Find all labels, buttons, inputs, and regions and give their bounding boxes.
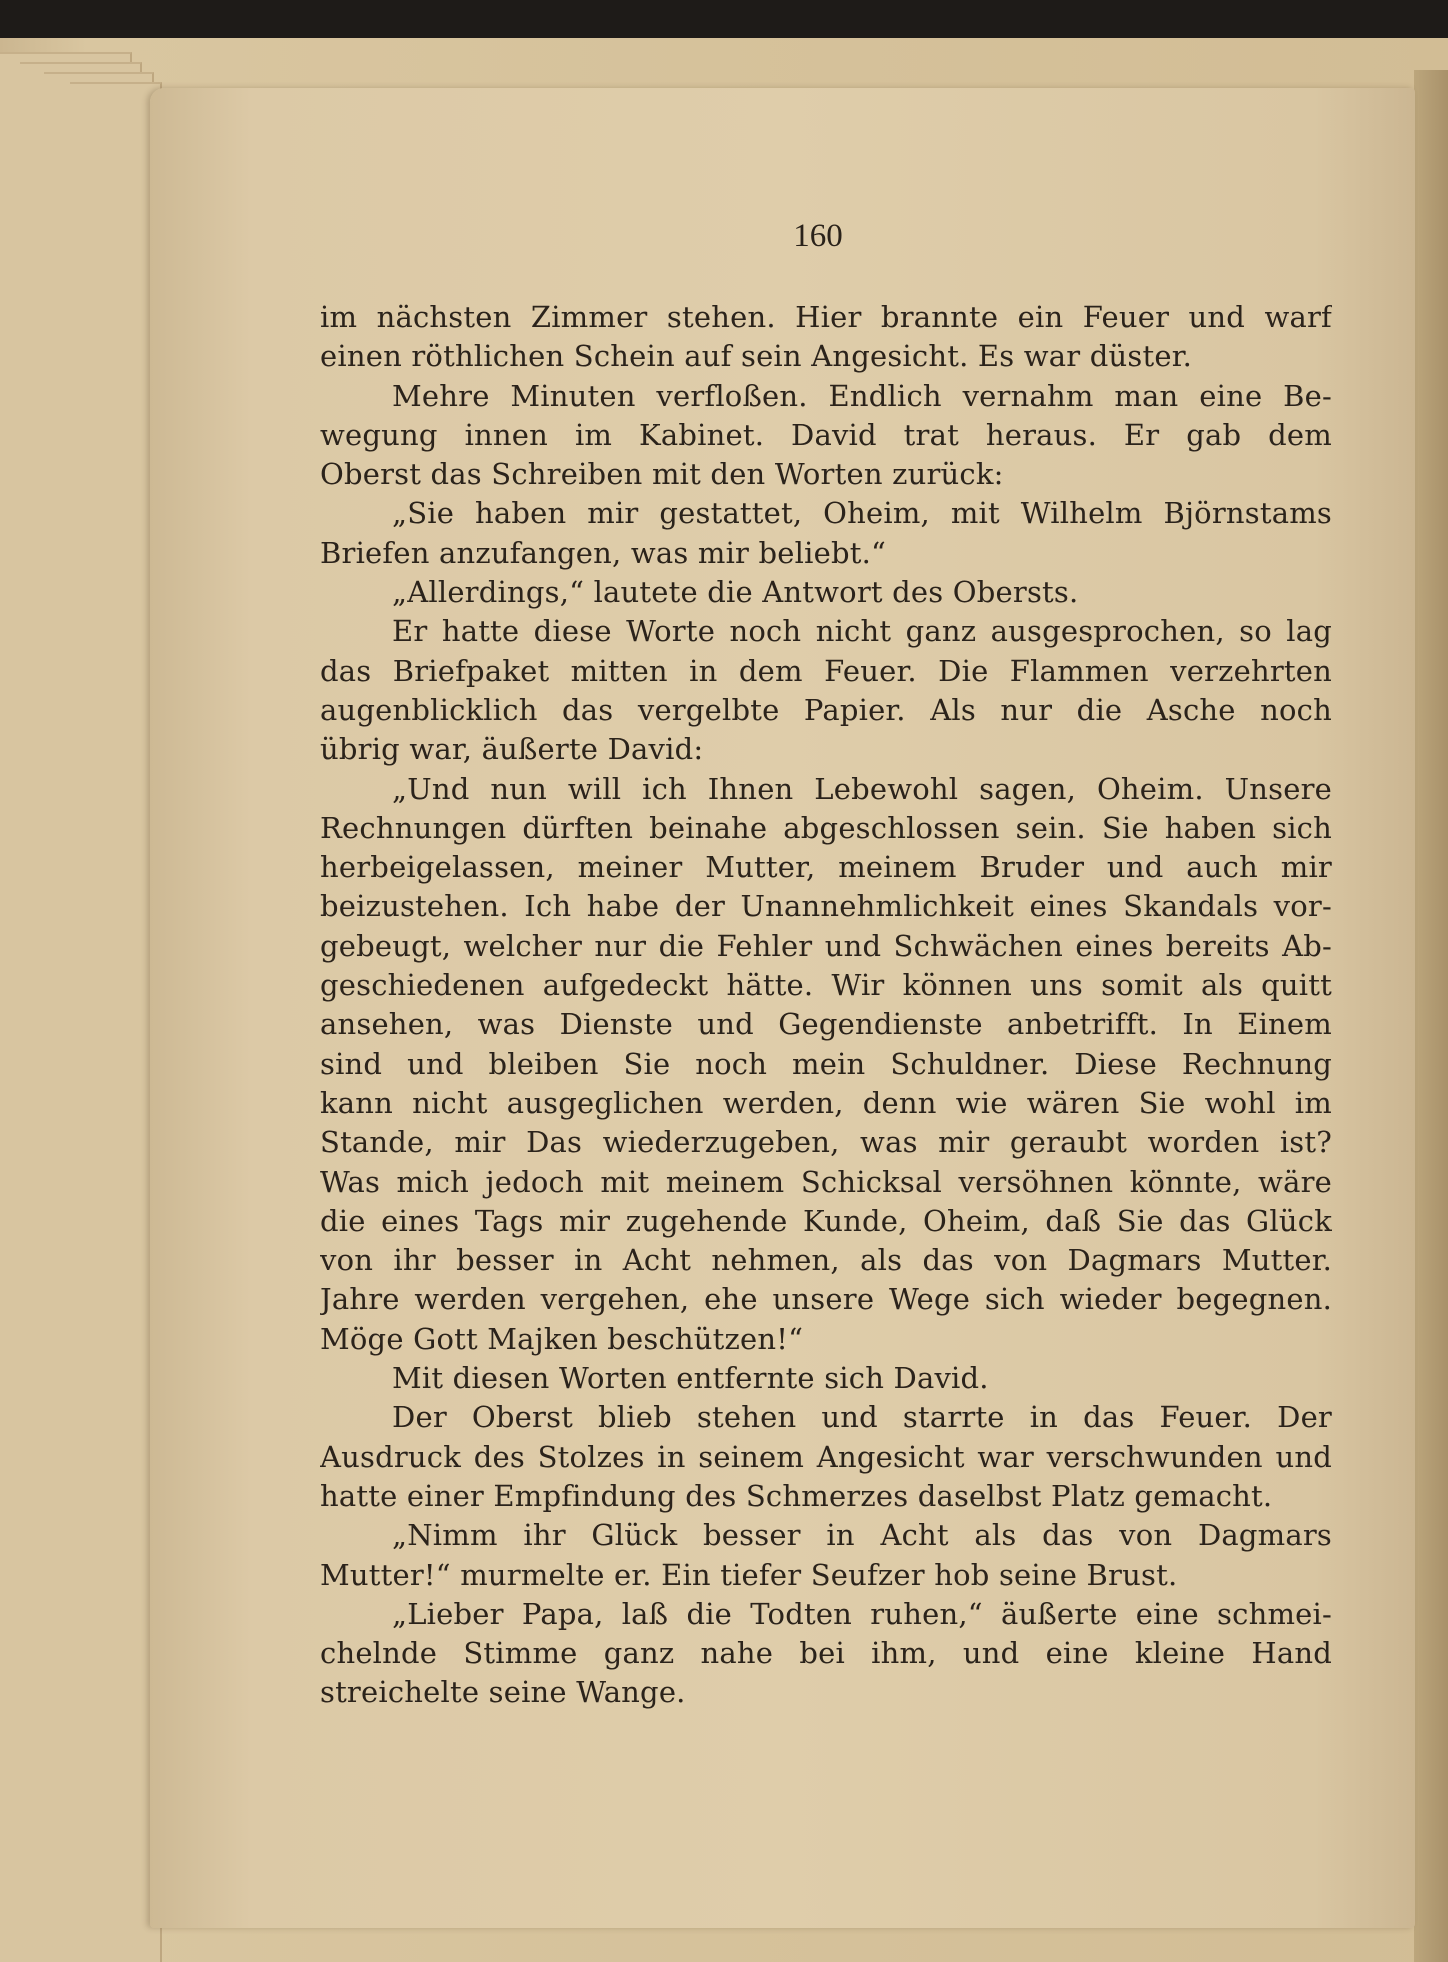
page-stack-edge bbox=[70, 82, 162, 1962]
page-body-text bbox=[320, 298, 1332, 1713]
text-line: Was mich jedoch mit meinem Schicksal versöhnen könnte, wäre bbox=[320, 1164, 1332, 1199]
text-line: chelnde Stimme ganz nahe bei ihm, und eine kleine Hand bbox=[320, 1636, 1332, 1671]
text-line: Jahre werden vergehen, ehe unsere Wege sich wieder begegnen. bbox=[320, 1282, 1332, 1317]
text-line: streichelte seine Wange. bbox=[320, 1675, 686, 1710]
text-line: im nächsten Zimmer stehen. Hier brannte ein Feuer und warf bbox=[320, 300, 1332, 334]
text-line: sind und bleiben Sie noch mein Schuldner. Diese Rechnung bbox=[320, 1046, 1332, 1081]
text-line: Oberst das Schreiben mit den Worten zurück: bbox=[320, 457, 1004, 492]
text-line: Der Oberst blieb stehen und starrte in das Feuer. Der bbox=[392, 1400, 1332, 1435]
text-line: „Nimm ihr Glück besser in Acht als das von Dagmars bbox=[392, 1518, 1332, 1553]
text-line: das Briefpaket mitten in dem Feuer. Die Flammen verzehrten bbox=[320, 653, 1332, 688]
text-line: beizustehen. Ich habe der Unannehmlichkeit eines Skandals vor- bbox=[320, 889, 1332, 924]
text-line: „Und nun will ich Ihnen Lebewohl sagen, Oheim. Unsere bbox=[392, 771, 1332, 806]
text-line: Möge Gott Majken beschützen!“ bbox=[320, 1321, 804, 1356]
text-line: Mehre Minuten verfloßen. Endlich vernahm man eine Be- bbox=[392, 378, 1332, 413]
text-line: geschiedenen aufgedeckt hätte. Wir können uns somit als quitt bbox=[320, 968, 1332, 1003]
text-line: die eines Tags mir zugehende Kunde, Oheim, daß Sie das Glück bbox=[320, 1203, 1332, 1238]
text-line: wegung innen im Kabinet. David trat heraus. Er gab dem bbox=[320, 417, 1332, 452]
text-line: „Allerdings,“ lautete die Antwort des Obersts. bbox=[392, 575, 1079, 610]
book-right-edge bbox=[1414, 70, 1448, 1962]
text-line: Mutter!“ murmelte er. Ein tiefer Seufzer hob seine Brust. bbox=[320, 1557, 1178, 1592]
text-line: „Sie haben mir gestattet, Oheim, mit Wilhelm Björnstams bbox=[392, 496, 1332, 531]
text-line: von ihr besser in Acht nehmen, als das von Dagmars Mutter. bbox=[320, 1243, 1332, 1278]
text-line: kann nicht ausgeglichen werden, denn wie wären Sie wohl im bbox=[320, 1085, 1332, 1120]
text-line: Stande, mir Das wiederzugeben, was mir geraubt worden ist? bbox=[320, 1125, 1332, 1160]
text-line: „Lieber Papa, laß die Todten ruhen,“ äußerte eine schmei- bbox=[392, 1596, 1332, 1631]
text-line: gebeugt, welcher nur die Fehler und Schwächen eines bereits Ab- bbox=[320, 928, 1332, 963]
text-line: herbeigelassen, meiner Mutter, meinem Bruder und auch mir bbox=[320, 850, 1332, 885]
text-line: übrig war, äußerte David: bbox=[320, 732, 704, 767]
text-line: ansehen, was Dienste und Gegendienste anbetrifft. In Einem bbox=[320, 1007, 1332, 1042]
text-line: hatte einer Empfindung des Schmerzes daselbst Platz gemacht. bbox=[320, 1478, 1273, 1513]
text-line: Mit diesen Worten entfernte sich David. bbox=[392, 1361, 989, 1396]
text-line: einen röthlichen Schein auf sein Angesicht. Es war düster. bbox=[320, 339, 1193, 374]
text-line: augenblicklich das vergelbte Papier. Als nur die Asche noch bbox=[320, 692, 1332, 727]
text-line: Rechnungen dürften beinahe abgeschlossen sein. Sie haben sich bbox=[320, 810, 1332, 845]
text-line: Er hatte diese Worte noch nicht ganz ausgesprochen, so lag bbox=[392, 614, 1332, 649]
text-line: Ausdruck des Stolzes in seinem Angesicht war verschwunden und bbox=[320, 1439, 1332, 1474]
page-number: 160 bbox=[793, 218, 843, 254]
text-line: Briefen anzufangen, was mir beliebt.“ bbox=[320, 535, 887, 570]
